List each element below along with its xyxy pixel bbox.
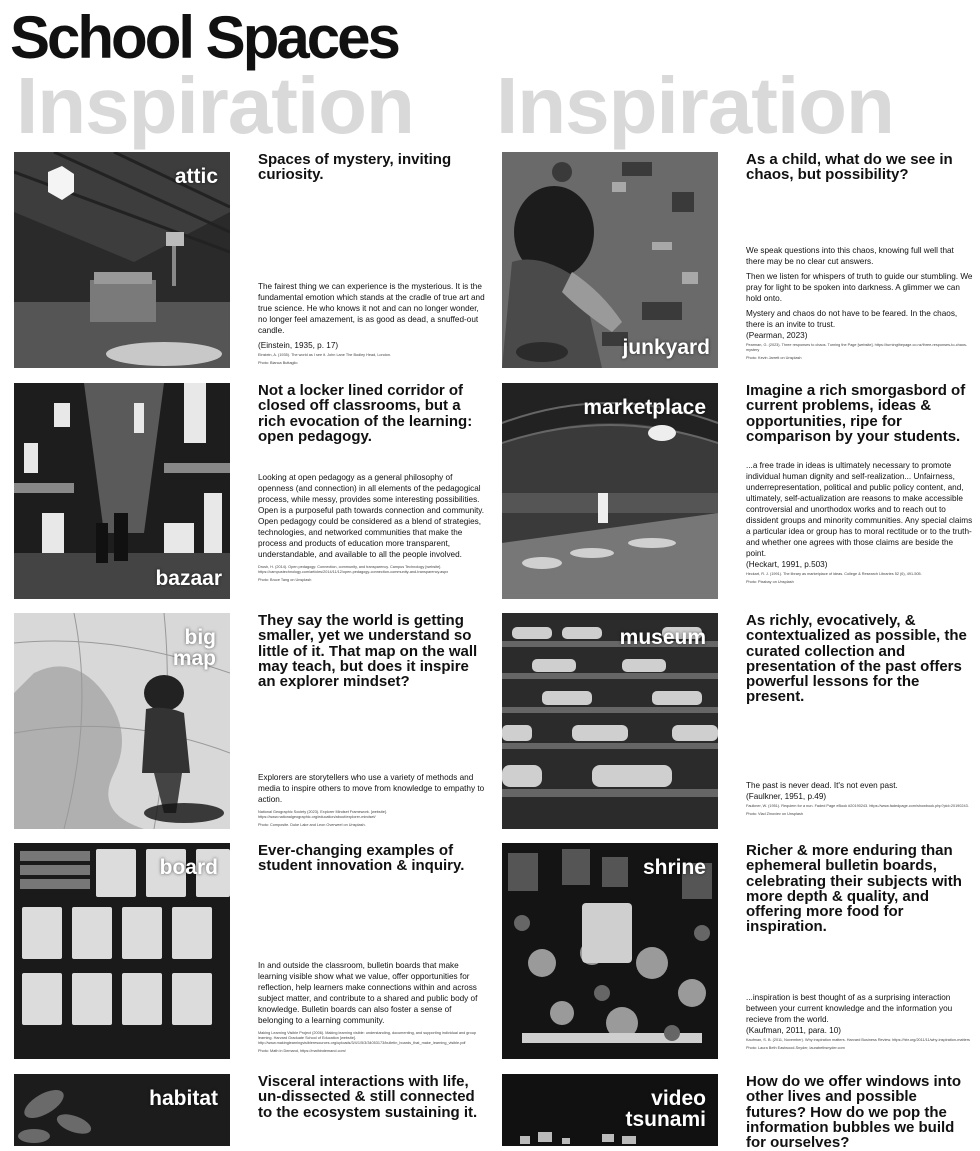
photo-label: marketplace: [583, 396, 706, 419]
photo-label: attic: [174, 165, 218, 188]
page-title: School Spaces: [10, 4, 398, 71]
attic-photo: [14, 152, 230, 368]
card-bazaar: [14, 383, 484, 603]
photo-credit: Photo: Kevin Jarrett on Unsplash: [746, 355, 802, 360]
photo-credit: Photo: Math in Demand, https://mathindemand.com/: [258, 1048, 346, 1053]
card-junkyard: [502, 152, 972, 372]
photo-label: video tsunami: [625, 1087, 706, 1131]
card-heading: Not a locker lined corridor of closed off classrooms, but a rich evocation of the learning: open pedagogy.: [258, 382, 473, 445]
photo-label: habitat: [149, 1087, 218, 1110]
card-attic: [14, 152, 484, 372]
big-map-photo: [14, 613, 230, 829]
shrine-photo: [502, 843, 718, 1059]
photo-label: bazaar: [155, 567, 222, 590]
photo-credit: Photo: Vlad Zinoviev on Unsplash: [746, 811, 803, 816]
photo-credit: Photo: Composite. Duke Lake and Leon Overweel on Unsplash.: [258, 822, 366, 827]
quote-text: The fairest thing we can experience is the mysterious. It is the fundamental emotion which stands at the cradle of true art and true science. He who knows it not and can no longer wonder, no longer feel amazement, is as good as dead, a snuffed-out candle.: [258, 282, 485, 335]
photo-credit: Photo: Bruce Tang on Unsplash: [258, 577, 312, 582]
card-habitat: [14, 1074, 484, 1146]
quote-text: We speak questions into this chaos, knowing full well that there may be no clear cut answers.: [746, 246, 954, 266]
card-museum: [502, 613, 972, 833]
card-shrine: [502, 843, 972, 1063]
photo-label: board: [159, 856, 218, 879]
photo-credit: Photo: Laura Beth Eastwood-Snyder, laurabethsnyder.com: [746, 1045, 845, 1050]
card-heading: As richly, evocatively, & contextualized as possible, the curated collection and presentation of the past offers powerful lessons for the present.: [746, 612, 967, 706]
reference: Making Learning Visible Project (2006). Making learning visible: understanding, documenting, and supporting individual and group learning. Harvard Graduate School of Education [website]. http://www.makinglearningvisibleresources.org/uploads/3/4/1/5/3/34053173/bulletin_boards_that_make_learning_visible.pdf: [258, 1030, 476, 1045]
quote-text: Mystery and chaos do not have to be feared. In the chaos, there is an invite to trust.: [746, 308, 958, 329]
photo-label: shrine: [642, 856, 706, 879]
card-heading: Richer & more enduring than ephemeral bulletin boards, celebrating their subjects with more depth & quality, and offering more food for inspiration.: [746, 842, 962, 936]
bazaar-photo: [14, 383, 230, 599]
card-heading: Imagine a rich smorgasbord of current problems, ideas & opportunities, ripe for comparison by your students.: [746, 382, 966, 445]
quote-text: ...inspiration is best thought of as a surprising interaction between your current knowledge and the information you recieve from the world.: [746, 993, 953, 1024]
card-board: [14, 843, 484, 1063]
card-heading: As a child, what do we see in chaos, but possibility?: [746, 151, 953, 184]
citation: (Einstein, 1935, p. 17): [258, 340, 339, 350]
board-photo: [14, 843, 230, 1059]
habitat-photo: [14, 1074, 230, 1146]
reference: Einstein, A. (1935). The world as I see it. John Lane The Bodley Head, London.: [258, 352, 392, 357]
citation: (Faulkner, 1951, p.49): [746, 791, 827, 801]
citation: (Heckart, 1991, p.503): [746, 559, 828, 569]
quote-text: Looking at open pedagogy as a general philosophy of openness (and connection) in all elements of the pedagogical process, while messy, provides some interesting possibilities. Open is a purposeful path towards connection and community. Open pedagogy could be considered as a blend of strategies, technologies, and networked communities that make the process and products of education more transparent, understandable, and available to all the people involved.: [258, 473, 485, 559]
reference: Pearman, G. (2023). Three responses to chaos. Turning the Page [website]. https://turningthepage.co.nz/three-responses-to-chaos-mystery: [746, 342, 968, 352]
photo-credit: Photo: Bianca Buttaglio: [258, 360, 298, 365]
card-heading: Visceral interactions with life, un-dissected & still connected to the ecosystem sustaining it.: [258, 1073, 478, 1121]
reference: Faulkner, W. (1951). Requiem for a nun. Faded Page eBook #20190243. https://www.fadedpage.com/showbook.php?pid=20190243.: [746, 803, 969, 808]
card-big-map: [14, 613, 484, 833]
card-video-tsunami: [502, 1073, 972, 1151]
photo-label: museum: [619, 626, 706, 649]
reference: National Geographic Society (2023). Explorer Mindset Framework. [website]. https://www.nationalgeographic.org/education/about/explorer-mindset/: [258, 809, 387, 819]
reference: Drush, H. (2014). Open pedagogy: Connection, community, and transparency. Campus Technology [website]. https://campustechnology.com/articles/2014/11/12/open-pedagogy-connection-community-and-transparency.aspx: [258, 564, 449, 574]
subtitle-right: Inspiration: [496, 61, 894, 150]
quote-text: ...a free trade in ideas is ultimately necessary to promote individual human dignity and self-realization... Unfairness, underrepresentation, political and public policy content, and, ultimately, self-actualization are reasons to make accessible controversial and unorthodox works and to reach out to dissident groups and minority communities. Any special claims a particular idea or group has to moral rectitude or to the truth-and whether one agrees with those claims are beside the point.: [746, 461, 973, 558]
reference: Kaufman, S. B. (2011, November). Why inspiration matters. Harvard Business Review. https://hbr.org/2011/11/why-inspiration-matters: [746, 1037, 970, 1042]
junkyard-photo: [502, 152, 718, 368]
card-heading: They say the world is getting smaller, yet we understand so little of it. That map on the wall may teach, but does it inspire an explorer mindset?: [258, 612, 478, 691]
photo-label: big map: [172, 626, 216, 670]
photo-label: junkyard: [622, 336, 710, 359]
card-heading: How do we offer windows into other lives and possible futures? How do we pop the information bubbles we build for ourselves?: [746, 1073, 961, 1151]
quote-text: The past is never dead. It's not even past.: [746, 781, 898, 790]
card-marketplace: [502, 383, 972, 603]
citation: (Pearman, 2023): [746, 330, 808, 340]
subtitle-left: Inspiration: [16, 61, 414, 150]
reference: Heckart, R. J. (1991). The library as marketplace of ideas. College & Research Libraries 52 (6), 491-505.: [746, 571, 922, 576]
video-tsunami-photo: [502, 1074, 718, 1146]
quote-text: Explorers are storytellers who use a variety of methods and media to inspire others to move from knowledge to empathy to action.: [258, 773, 485, 804]
card-heading: Ever-changing examples of student innovation & inquiry.: [258, 842, 465, 875]
marketplace-photo: [502, 383, 718, 599]
photo-credit: Photo: Pixabay on Unsplash: [746, 579, 794, 584]
citation: (Kaufman, 2011, para. 10): [746, 1025, 841, 1035]
quote-text: In and outside the classroom, bulletin boards that make learning visible show what we value, offer opportunities for reflection, help learners make connections within and across subject matter, and contribute to a shared and public body of knowledge. Bulletin boards can also foster a sense of belonging to a learning community.: [258, 961, 478, 1025]
card-heading: Spaces of mystery, inviting curiosity.: [258, 151, 452, 184]
quote-text: Then we listen for whispers of truth to guide our stumbling. We pray for light to be spoken into darkness. A glimmer we can hold onto.: [746, 271, 973, 303]
museum-photo: [502, 613, 718, 829]
